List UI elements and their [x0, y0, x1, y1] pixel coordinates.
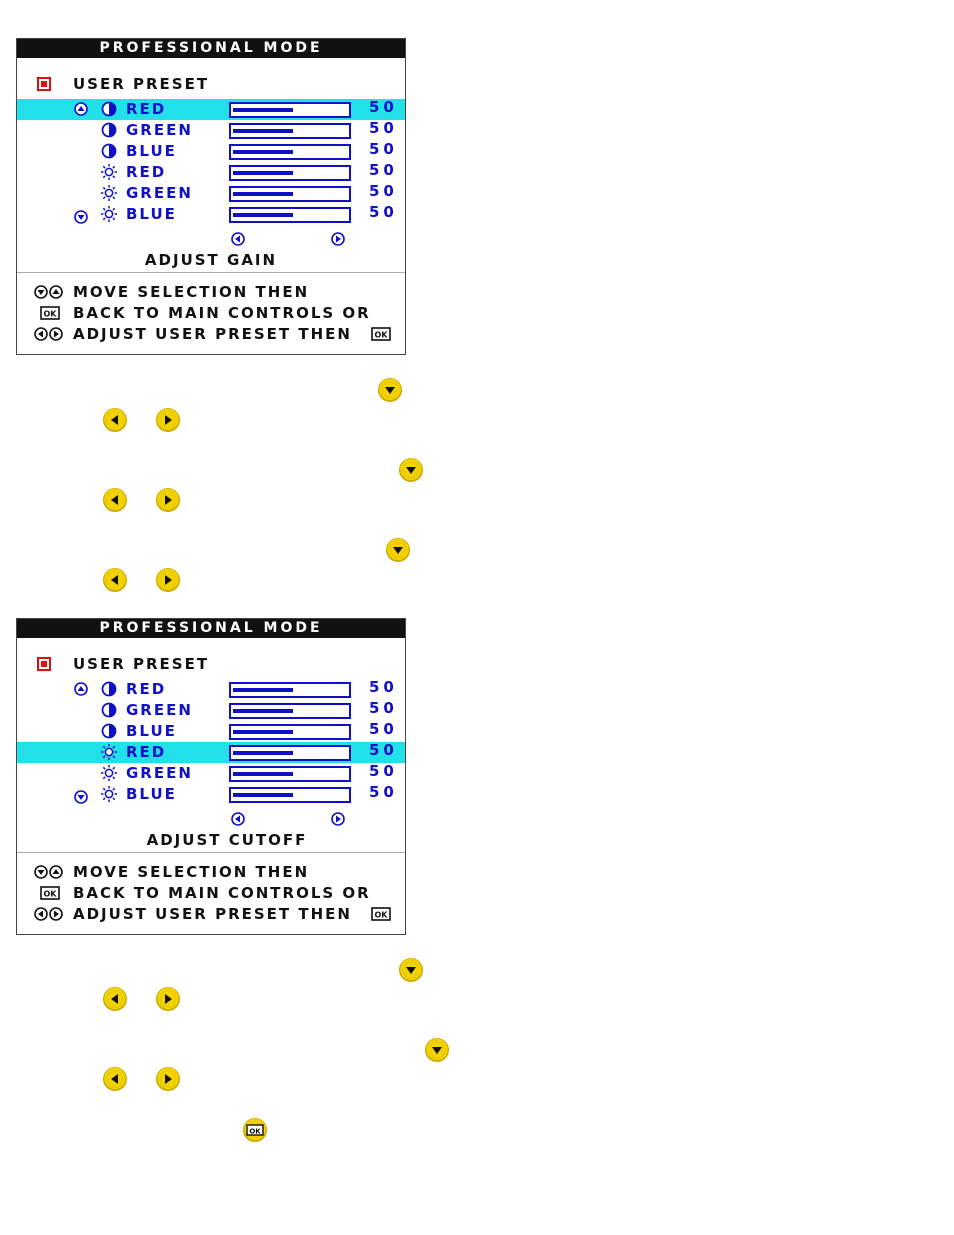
level-bar[interactable] [229, 703, 351, 719]
right-button-icon [155, 986, 181, 1012]
row-value: 50 [369, 783, 398, 801]
row-value: 50 [369, 720, 398, 738]
preset-marker-icon [37, 77, 51, 91]
level-bar-fill [233, 150, 293, 154]
level-bar-fill [233, 751, 293, 755]
row-label: GREEN [126, 184, 193, 202]
row-label: GREEN [126, 121, 193, 139]
preset-label: USER PRESET [73, 655, 210, 673]
brightness-icon [100, 785, 118, 807]
level-bar[interactable] [229, 207, 351, 223]
level-bar[interactable] [229, 144, 351, 160]
level-bar[interactable] [229, 186, 351, 202]
brightness-icon [100, 764, 118, 786]
down-button-icon [377, 377, 403, 403]
level-bar-fill [233, 730, 293, 734]
row-label: BLUE [126, 785, 177, 803]
contrast-icon [101, 681, 117, 701]
help-line-3: ADJUST USER PRESET THEN [73, 325, 352, 343]
down-arrow-icon [74, 790, 88, 804]
level-bar-fill [233, 108, 293, 112]
brightness-icon [100, 205, 118, 227]
ok-icon [371, 327, 391, 341]
osd-panel-gain [16, 38, 406, 355]
help-line-1: MOVE SELECTION THEN [73, 863, 310, 881]
row-label: GREEN [126, 764, 193, 782]
osd-panel-cutoff [16, 618, 406, 935]
adjust-label: ADJUST GAIN [144, 251, 278, 269]
osd-row[interactable] [17, 141, 405, 162]
preset-label: USER PRESET [73, 75, 210, 93]
divider [17, 852, 405, 853]
ok-button-icon [242, 1117, 268, 1143]
level-bar-fill [233, 171, 293, 175]
row-label: BLUE [126, 205, 177, 223]
adjust-label: ADJUST CUTOFF [146, 831, 308, 849]
down-button-icon [398, 957, 424, 983]
row-value: 50 [369, 699, 398, 717]
right-button-icon [155, 487, 181, 513]
left-button-icon [102, 487, 128, 513]
osd-row[interactable] [17, 162, 405, 183]
right-button-icon [155, 407, 181, 433]
row-value: 50 [369, 762, 398, 780]
left-right-arrows-icon [34, 907, 64, 921]
help-line-1: MOVE SELECTION THEN [73, 283, 310, 301]
left-button-icon [102, 567, 128, 593]
osd-row[interactable] [17, 183, 405, 204]
down-up-arrows-icon [34, 285, 64, 299]
left-button-icon [102, 1066, 128, 1092]
help-line-2: BACK TO MAIN CONTROLS OR [73, 304, 371, 322]
level-bar[interactable] [229, 102, 351, 118]
down-button-icon [424, 1037, 450, 1063]
row-label: RED [126, 100, 167, 118]
contrast-icon [101, 143, 117, 163]
row-value: 50 [369, 203, 398, 221]
osd-title: PROFESSIONAL MODE [17, 619, 405, 638]
contrast-icon [101, 101, 117, 121]
row-value: 50 [369, 161, 398, 179]
help-line-3: ADJUST USER PRESET THEN [73, 905, 352, 923]
level-bar[interactable] [229, 724, 351, 740]
osd-row[interactable] [17, 700, 405, 721]
svg-text:OK: OK [249, 1127, 261, 1136]
contrast-icon [101, 723, 117, 743]
contrast-icon [101, 122, 117, 142]
brightness-icon [100, 163, 118, 185]
contrast-icon [101, 702, 117, 722]
row-value: 50 [369, 140, 398, 158]
ok-icon [40, 886, 60, 900]
right-button-icon [155, 567, 181, 593]
level-bar[interactable] [229, 123, 351, 139]
level-bar-fill [233, 793, 293, 797]
right-arrow-icon [331, 812, 345, 826]
down-arrow-icon [74, 210, 88, 224]
right-arrow-icon [331, 232, 345, 246]
left-arrow-icon [231, 232, 245, 246]
brightness-icon [100, 743, 118, 765]
ok-icon [371, 907, 391, 921]
brightness-icon [100, 184, 118, 206]
osd-row[interactable] [17, 742, 405, 763]
level-bar-fill [233, 213, 293, 217]
svg-text:OK: OK [374, 910, 388, 920]
left-button-icon [102, 407, 128, 433]
row-label: RED [126, 680, 167, 698]
row-value: 50 [369, 119, 398, 137]
left-arrow-icon [231, 812, 245, 826]
help-line-2: BACK TO MAIN CONTROLS OR [73, 884, 371, 902]
up-arrow-icon [74, 102, 88, 116]
level-bar[interactable] [229, 682, 351, 698]
ok-icon [40, 306, 60, 320]
level-bar[interactable] [229, 787, 351, 803]
level-bar-fill [233, 709, 293, 713]
osd-row[interactable] [17, 120, 405, 141]
osd-row[interactable] [17, 763, 405, 784]
row-label: RED [126, 163, 167, 181]
svg-text:OK: OK [43, 309, 57, 319]
up-arrow-icon [74, 682, 88, 696]
row-label: RED [126, 743, 167, 761]
level-bar[interactable] [229, 165, 351, 181]
level-bar-fill [233, 192, 293, 196]
osd-title: PROFESSIONAL MODE [17, 39, 405, 58]
level-bar-fill [233, 129, 293, 133]
row-value: 50 [369, 182, 398, 200]
osd-row[interactable] [17, 721, 405, 742]
down-button-icon [398, 457, 424, 483]
left-right-arrows-icon [34, 327, 64, 341]
left-button-icon [102, 986, 128, 1012]
row-value: 50 [369, 678, 398, 696]
level-bar-fill [233, 772, 293, 776]
preset-marker-icon [37, 657, 51, 671]
level-bar-fill [233, 688, 293, 692]
row-list [17, 679, 405, 805]
row-label: GREEN [126, 701, 193, 719]
level-bar[interactable] [229, 766, 351, 782]
svg-text:OK: OK [43, 889, 57, 899]
down-up-arrows-icon [34, 865, 64, 879]
level-bar[interactable] [229, 745, 351, 761]
row-value: 50 [369, 98, 398, 116]
svg-text:OK: OK [374, 330, 388, 340]
row-value: 50 [369, 741, 398, 759]
row-label: BLUE [126, 722, 177, 740]
divider [17, 272, 405, 273]
right-button-icon [155, 1066, 181, 1092]
down-button-icon [385, 537, 411, 563]
row-label: BLUE [126, 142, 177, 160]
row-list [17, 99, 405, 225]
